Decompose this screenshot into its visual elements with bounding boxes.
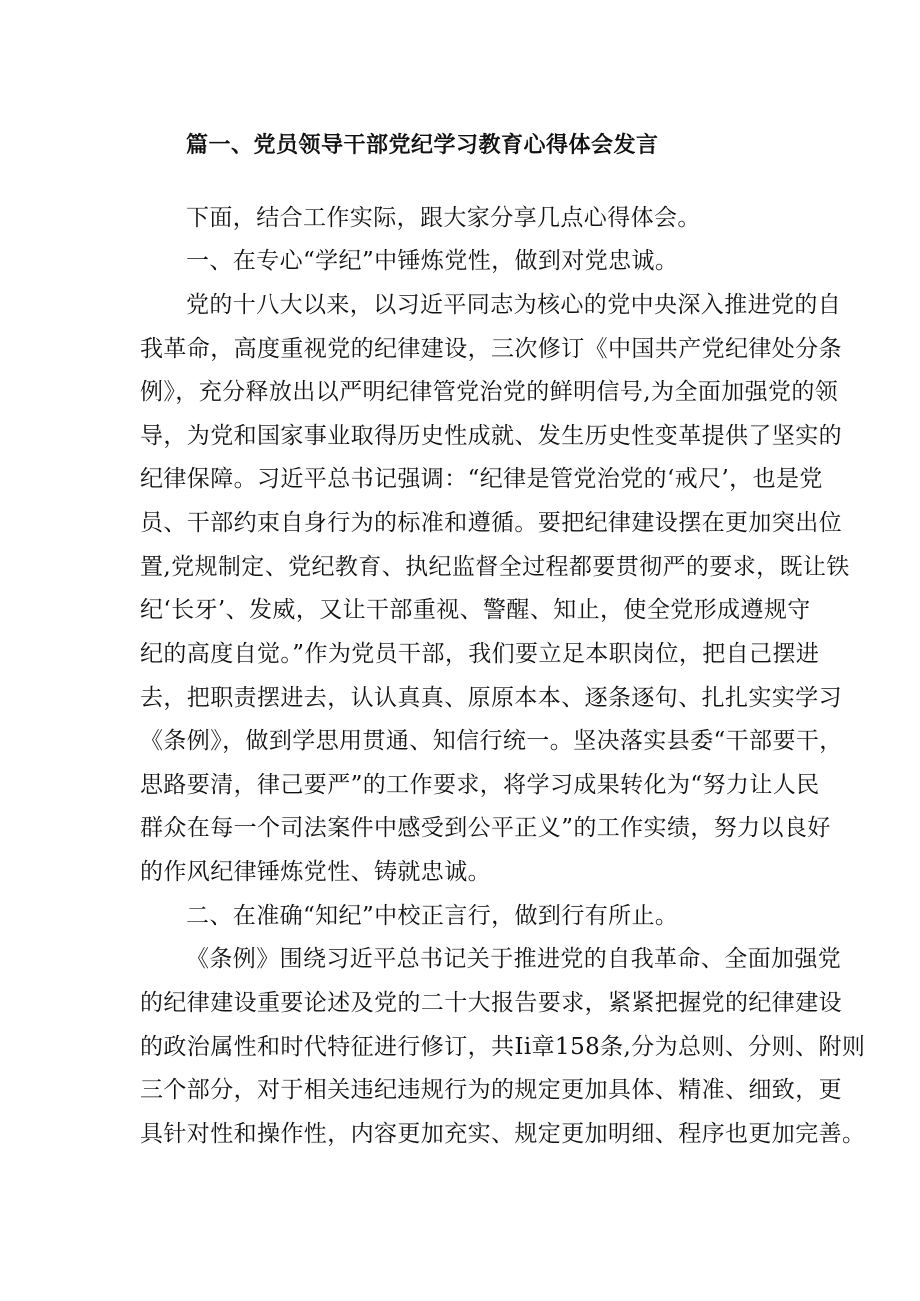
paragraph-line: 纪的高度自觉。”作为党员干部，我们要立足本职岗位，把自己摆进 [140,641,820,667]
paragraph-line: 具针对性和操作性，内容更加充实、规定更加明细、程序也更加完善。 [140,1121,866,1147]
paragraph-line: 员、干部约束自身行为的标准和遵循。要把纪律建设摆在更加突出位 [140,510,842,536]
paragraph-line: 我革命，高度重视党的纪律建设，三次修订《中国共产党纪律处分条 [140,336,842,362]
paragraph-line: 纪律保障。习近平总书记强调：“纪律是管党治党的‘戒尺’，也是党 [140,466,823,492]
section-heading: 二、在准确“知纪”中校正言行，做到行有所止。 [186,903,679,929]
paragraph-line: 下面，结合工作实际，跟大家分享几点心得体会。 [186,205,701,231]
paragraph-line: 置,党规制定、党纪教育、执纪监督全过程都要贯彻严的要求，既让铁 [140,554,850,580]
paragraph-line: 的纪律建设重要论述及党的二十大报告要求，紧紧把握党的纪律建设 [140,990,842,1016]
paragraph-line: 的作风纪律锤炼党性、铸就忠诚。 [140,859,491,885]
paragraph-line: 纪‘长牙’、发威，又让干部重视、警醒、知止，使全党形成遵规守 [140,597,811,623]
paragraph-line: 党的十八大以来，以习近平同志为核心的党中央深入推进党的自 [186,292,842,318]
paragraph-line: 群众在每一个司法案件中感受到公平正义”的工作实绩，努力以良好 [140,815,831,841]
paragraph-line: 《条例》，做到学思用贯通、知信行统一。坚决落实县委“干部要干， [140,728,843,754]
paragraph-line: 的政治属性和时代特征进行修订，共Ii章158条,分为总则、分则、附则 [140,1034,866,1060]
section-heading: 一、在专心“学纪”中锤炼党性，做到对党忠诚。 [186,248,679,274]
paragraph-line: 导，为党和国家事业取得历史性成就、发生历史性变革提供了坚实的 [140,423,842,449]
paragraph-line: 《条例》围绕习近平总书记关于推进党的自我革命、全面加强党 [186,946,842,972]
paragraph-line: 去，把职责摆进去，认认真真、原原本本、逐条逐句、扎扎实实学习 [140,685,842,711]
paragraph-line: 思路要清，律己要严”的工作要求，将学习成果转化为“努力让人民 [140,772,820,798]
document-title: 篇一、党员领导干部党纪学习教育心得体会发言 [186,132,659,158]
paragraph-line: 三个部分，对于相关违纪违规行为的规定更加具体、精准、细致，更 [140,1077,842,1103]
paragraph-line: 例》，充分释放出以严明纪律管党治党的鲜明信号,为全面加强党的领 [140,379,839,405]
